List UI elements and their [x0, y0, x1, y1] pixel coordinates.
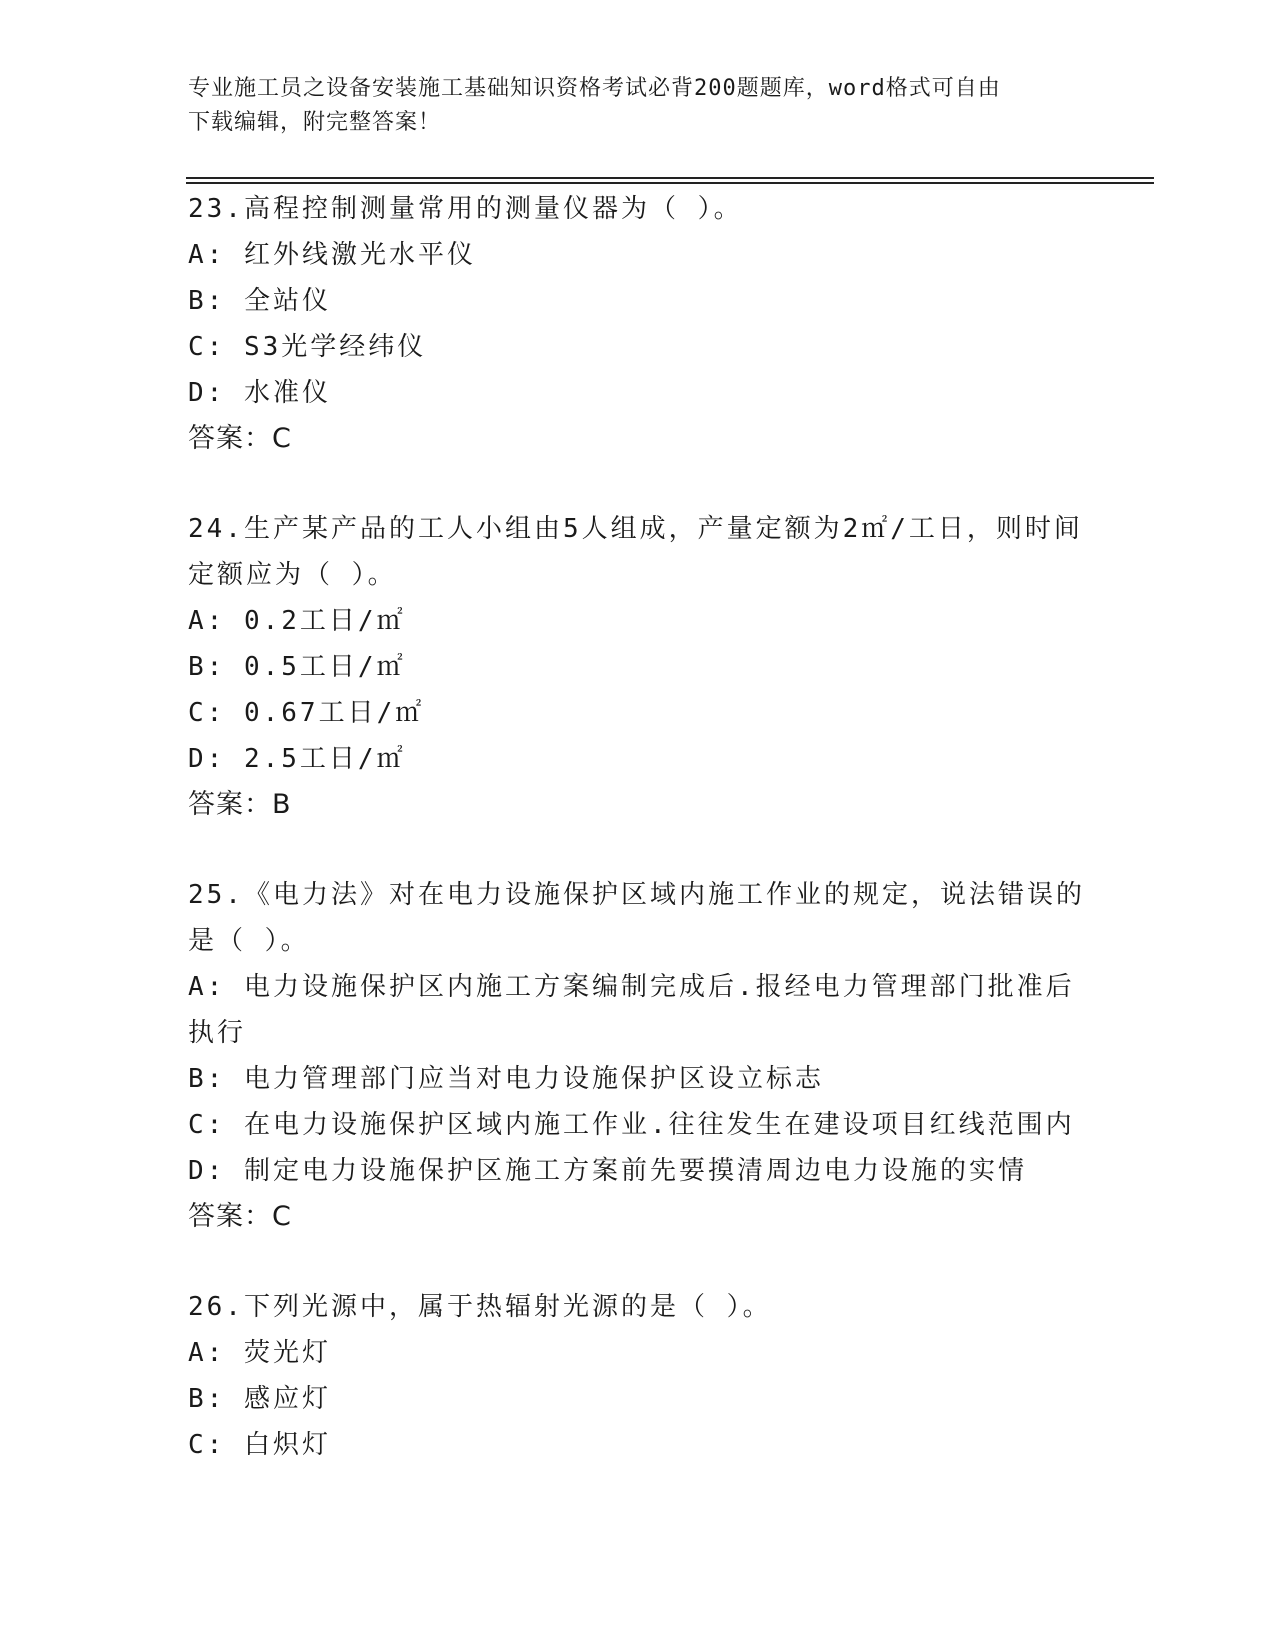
- question-24: [188, 506, 1088, 828]
- option-d: D: 制定电力设施保护区施工方案前先要摸清周边电力设施的实情: [188, 1156, 1027, 1186]
- document-header: [188, 72, 1068, 140]
- option-a: A: 荧光灯: [188, 1338, 331, 1368]
- option-a: A: 0.2工日/㎡: [188, 606, 406, 636]
- header-divider-top: [186, 177, 1154, 179]
- option-a: A: 电力设施保护区内施工方案编制完成后.报经电力管理部门批准后执行: [188, 972, 1075, 1048]
- question-stem: 25.《电力法》对在电力设施保护区域内施工作业的规定，说法错误的是（ ）。: [188, 880, 1085, 956]
- option-b: B: 电力管理部门应当对电力设施保护区设立标志: [188, 1064, 824, 1094]
- answer-line: 答案：C: [188, 1201, 292, 1232]
- option-b: B: 全站仪: [188, 286, 331, 316]
- header-line-1: 专业施工员之设备安装施工基础知识资格考试必背200题题库，word格式可自由: [188, 76, 1001, 101]
- option-c: C: S3光学经纬仪: [188, 332, 427, 362]
- question-23: [188, 186, 1088, 462]
- option-b: B: 0.5工日/㎡: [188, 652, 406, 682]
- question-stem: 24.生产某产品的工人小组由5人组成，产量定额为2㎡/工日，则时间定额应为（ ）。: [188, 514, 1083, 590]
- header-divider-bottom: [186, 182, 1154, 184]
- option-a: A: 红外线激光水平仪: [188, 240, 476, 270]
- question-stem: 26.下列光源中，属于热辐射光源的是（ ）。: [188, 1292, 772, 1322]
- question-26: [188, 1284, 1088, 1468]
- option-c: C: 0.67工日/㎡: [188, 698, 425, 728]
- answer-line: 答案：B: [188, 789, 292, 820]
- question-list: [188, 186, 1088, 1512]
- option-b: B: 感应灯: [188, 1384, 331, 1414]
- answer-line: 答案：C: [188, 423, 292, 454]
- option-d: D: 2.5工日/㎡: [188, 744, 406, 774]
- option-c: C: 在电力设施保护区域内施工作业.往往发生在建设项目红线范围内: [188, 1110, 1075, 1140]
- question-stem: 23.高程控制测量常用的测量仪器为（ ）。: [188, 194, 743, 224]
- option-c: C: 白炽灯: [188, 1430, 331, 1460]
- header-line-2: 下载编辑，附完整答案！: [188, 110, 442, 135]
- question-25: [188, 872, 1088, 1240]
- option-d: D: 水准仪: [188, 378, 331, 408]
